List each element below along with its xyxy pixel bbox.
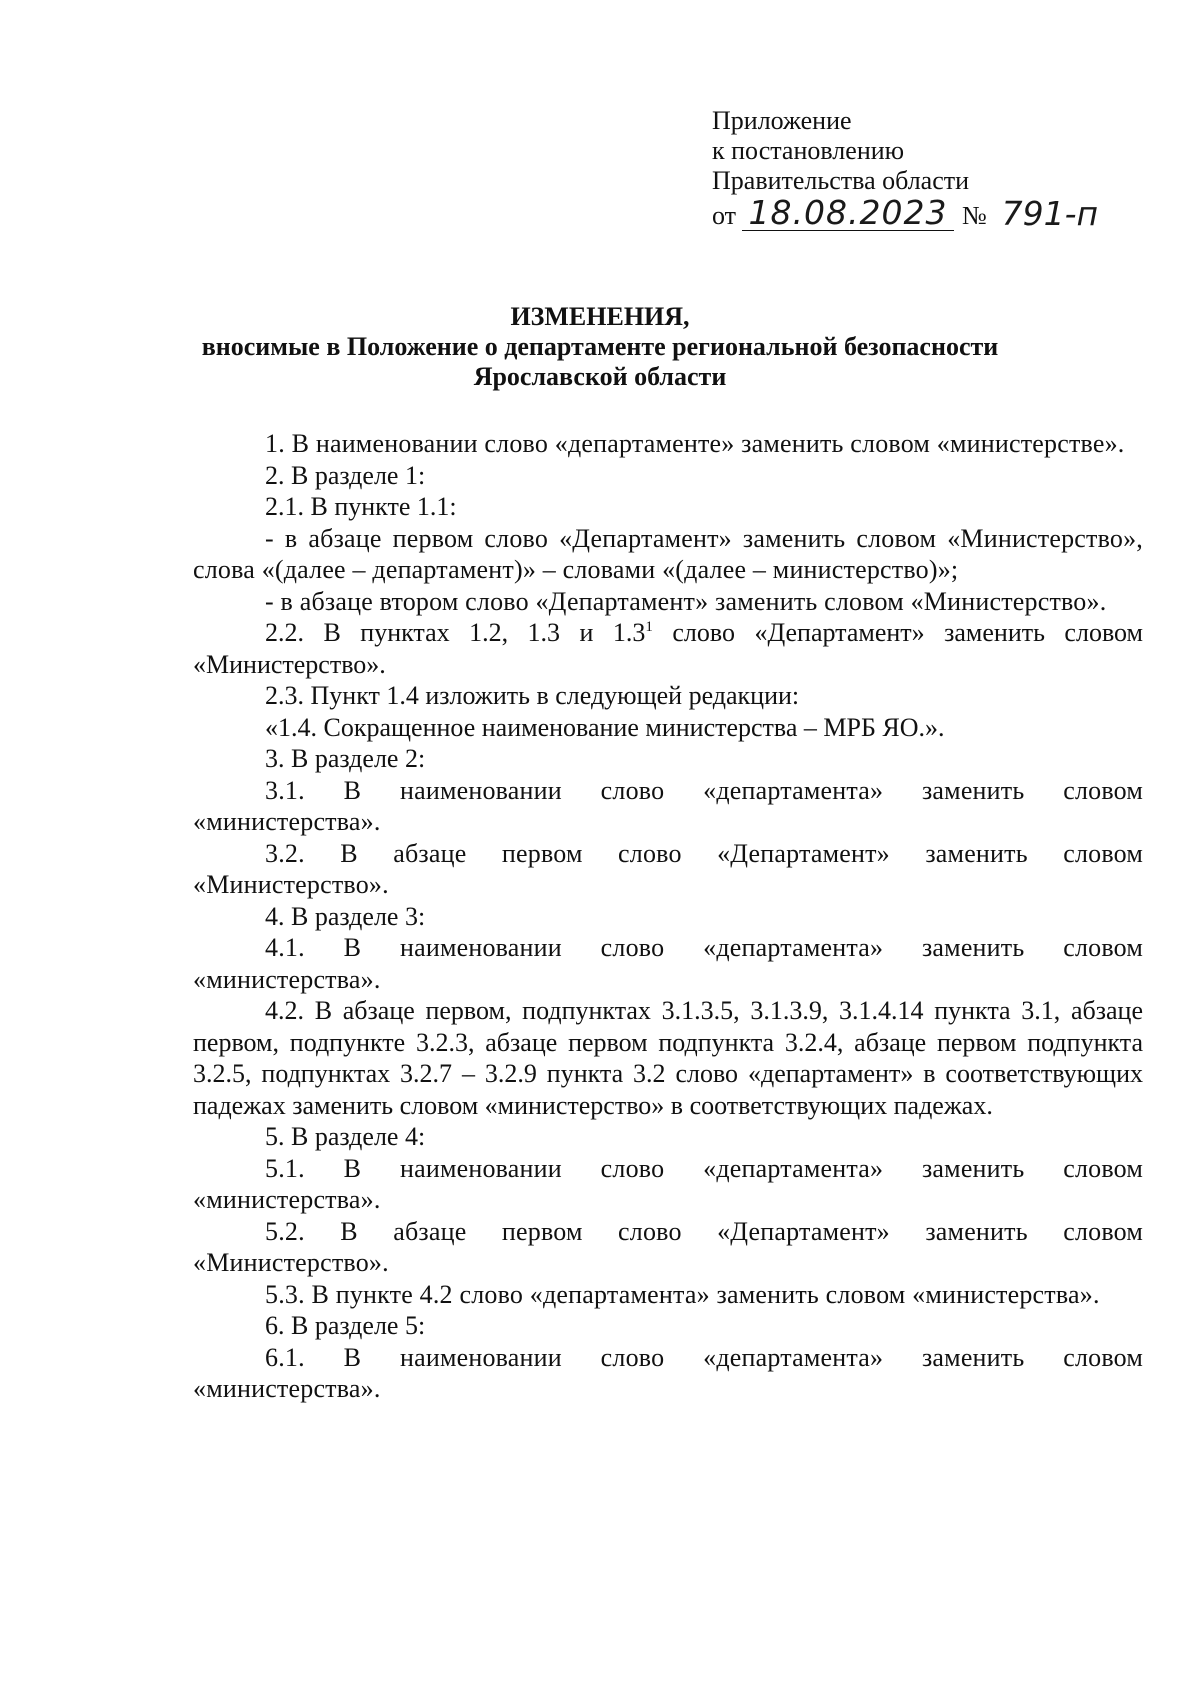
appendix-label: Приложение: [712, 106, 852, 135]
item-2-3: 2.3. Пункт 1.4 изложить в следующей редакции:: [265, 681, 800, 710]
item-2-2: [193, 617, 1143, 680]
item-2-1-a: - в абзаце первом слово «Департамент» заменить словом «Министерство», слова «(далее – департамент)» – словами «(далее – министерство)»;: [193, 523, 1143, 584]
item-5-2: 5.2. В абзаце первом слово «Департамент» заменить словом «Министерство».: [193, 1216, 1143, 1277]
item-2-2-superscript: 1: [645, 619, 653, 635]
item-2-3-quote: «1.4. Сокращенное наименование министерства – МРБ ЯО.».: [265, 712, 945, 742]
item-4-1: 4.1. В наименовании слово «департамента» заменить словом «министерства».: [193, 933, 1143, 994]
item-5: 5. В разделе 4:: [265, 1122, 426, 1151]
appendix-header: [712, 106, 1105, 231]
appendix-government-label: Правительства области: [712, 166, 970, 195]
item-4: 4. В разделе 3:: [265, 901, 426, 931]
item-3-2: 3.2. В абзаце первом слово «Департамент» заменить словом «Министерство».: [193, 838, 1143, 899]
appendix-resolution-label: к постановлению: [712, 136, 905, 165]
item-2-2-start: 2.2. В пунктах 1.2, 1.3 и 1.3: [265, 618, 646, 647]
item-4-2: 4.2. В абзаце первом, подпунктах 3.1.3.5, 3.1.3.9, 3.1.4.14 пункта 3.1, абзаце первом, подпункте 3.2.3, абзаце первом подпункта 3.2.4, абзаце первом подпункта 3.2.5, подпунктах 3.2.7 – 3.2.9 пункта 3.2 слово «департамент» в соответствующих падежах заменить словом «министерство» в соответствующих падежах.: [193, 996, 1143, 1120]
handwritten-number: 791-п: [1001, 194, 1099, 233]
item-6-1: 6.1. В наименовании слово «департамента» заменить словом «министерства».: [193, 1342, 1143, 1403]
number-sign: №: [962, 201, 987, 230]
document-title: [0, 302, 1200, 392]
item-3-1: 3.1. В наименовании слово «департамента» заменить словом «министерства».: [193, 775, 1143, 836]
document-body: [193, 428, 1143, 1405]
item-2: 2. В разделе 1:: [265, 460, 426, 490]
title-region: Ярославской области: [473, 362, 727, 391]
item-2-1: 2.1. В пункте 1.1:: [265, 492, 457, 521]
item-3: 3. В разделе 2:: [265, 744, 426, 773]
title-heading: ИЗМЕНЕНИЯ,: [510, 302, 690, 331]
item-2-1-b: - в абзаце втором слово «Департамент» заменить словом «Министерство».: [265, 586, 1107, 616]
item-5-1: 5.1. В наименовании слово «департамента» заменить словом «министерства».: [193, 1153, 1143, 1214]
title-subheading: вносимые в Положение о департаменте региональной безопасности: [201, 332, 999, 361]
item-6: 6. В разделе 5:: [265, 1311, 426, 1340]
appendix-date-number-line: [712, 193, 1105, 233]
item-2-2-end: слово «Департамент» заменить словом «Министерство».: [193, 618, 1144, 679]
item-5-3: 5.3. В пункте 4.2 слово «департамента» заменить словом «министерства».: [265, 1279, 1100, 1309]
item-1: 1. В наименовании слово «департаменте» заменить словом «министерстве».: [265, 429, 1125, 458]
date-prefix: от: [712, 201, 737, 230]
handwritten-date: 18.08.2023: [742, 196, 954, 231]
